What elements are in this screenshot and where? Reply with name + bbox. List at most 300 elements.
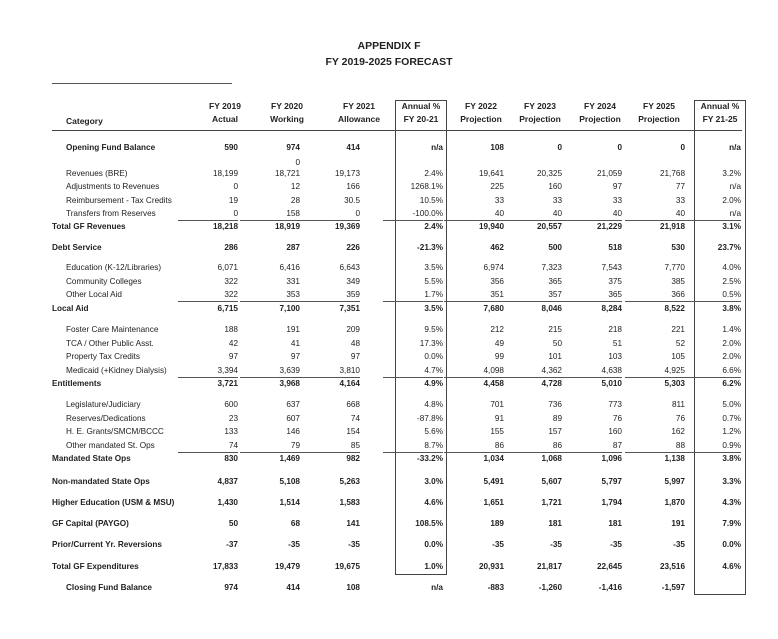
cell-value: 1,096 bbox=[601, 454, 622, 463]
cell-value: 76 bbox=[675, 414, 685, 423]
cell-value: 4.6% bbox=[722, 562, 741, 571]
cell-value: 607 bbox=[286, 414, 300, 423]
cell-value: 7,543 bbox=[601, 263, 622, 272]
cell-value: 18,218 bbox=[212, 222, 238, 231]
row-label: Other mandated St. Ops bbox=[66, 441, 155, 450]
cell-value: 1,870 bbox=[664, 498, 685, 507]
cell-value: 3,968 bbox=[279, 379, 300, 388]
cell-value: 33 bbox=[675, 196, 685, 205]
cell-value: 141 bbox=[346, 519, 360, 528]
table-row bbox=[0, 561, 778, 573]
cell-value: 773 bbox=[608, 400, 622, 409]
cell-value: 17.3% bbox=[419, 339, 443, 348]
cell-value: 4,458 bbox=[483, 379, 504, 388]
cell-value: -35 bbox=[610, 540, 622, 549]
column-header-line2: Projection bbox=[579, 114, 621, 124]
cell-value: 212 bbox=[490, 325, 504, 334]
cell-value: 1,469 bbox=[279, 454, 300, 463]
cell-value: 89 bbox=[552, 414, 562, 423]
cell-value: 4.9% bbox=[424, 379, 443, 388]
table-row bbox=[0, 476, 778, 488]
cell-value: 20,931 bbox=[478, 562, 504, 571]
cell-value: 2.5% bbox=[722, 277, 741, 286]
cell-value: 4.0% bbox=[722, 263, 741, 272]
column-header bbox=[247, 100, 327, 126]
cell-value: 103 bbox=[608, 352, 622, 361]
table-row bbox=[0, 440, 778, 452]
cell-value: 21,229 bbox=[596, 222, 622, 231]
cell-value: 154 bbox=[346, 427, 360, 436]
column-header-line1: FY 2023 bbox=[524, 101, 556, 111]
cell-value: 158 bbox=[240, 208, 300, 221]
cell-value: 600 bbox=[224, 400, 238, 409]
cell-value: 40 bbox=[444, 208, 504, 221]
cell-value: 3,810 bbox=[300, 365, 360, 378]
cell-value: 181 bbox=[608, 519, 622, 528]
table-row bbox=[0, 351, 778, 363]
table-row bbox=[0, 221, 778, 233]
cell-value: 160 bbox=[608, 427, 622, 436]
row-label: Higher Education (USM & MSU) bbox=[52, 498, 175, 507]
cell-value: 4.8% bbox=[424, 400, 443, 409]
cell-value: 518 bbox=[608, 243, 622, 252]
forecast-title: FY 2019-2025 FORECAST bbox=[325, 56, 453, 68]
cell-value: 191 bbox=[671, 519, 685, 528]
cell-value: -35 bbox=[550, 540, 562, 549]
cell-value: 4,638 bbox=[562, 365, 622, 378]
cell-value: 4.7% bbox=[383, 365, 443, 378]
row-label: Legislature/Judiciary bbox=[66, 400, 141, 409]
cell-value: n/a bbox=[681, 208, 741, 221]
cell-value: 287 bbox=[286, 243, 300, 252]
cell-value: 0.0% bbox=[722, 540, 741, 549]
cell-value: 21,059 bbox=[596, 169, 622, 178]
cell-value: 51 bbox=[612, 339, 622, 348]
cell-value: 97 bbox=[350, 352, 360, 361]
column-header-line1: FY 2019 bbox=[209, 101, 241, 111]
cell-value: 4.6% bbox=[424, 498, 443, 507]
row-label: Non-mandated State Ops bbox=[52, 477, 150, 486]
cell-value: 97 bbox=[290, 352, 300, 361]
table-row bbox=[0, 208, 778, 220]
cell-value: 2.0% bbox=[722, 352, 741, 361]
cell-value: 8,522 bbox=[664, 304, 685, 313]
row-label: Debt Service bbox=[52, 243, 102, 252]
column-header-line1: Annual % bbox=[700, 101, 740, 111]
cell-value: 21,768 bbox=[659, 169, 685, 178]
cell-value: 88 bbox=[625, 440, 685, 453]
column-header-line1: FY 2020 bbox=[271, 101, 303, 111]
cell-value: 462 bbox=[490, 243, 504, 252]
cell-value: 146 bbox=[286, 427, 300, 436]
cell-value: 5.5% bbox=[424, 277, 443, 286]
cell-value: 101 bbox=[548, 352, 562, 361]
cell-value: 357 bbox=[502, 289, 562, 302]
table-row bbox=[0, 242, 778, 254]
row-label: Other Local Aid bbox=[66, 290, 122, 299]
cell-value: 0.9% bbox=[681, 440, 741, 453]
row-label: Closing Fund Balance bbox=[66, 583, 152, 592]
cell-value: 3.1% bbox=[722, 222, 741, 231]
cell-value: 1.7% bbox=[383, 289, 443, 302]
cell-value: 5,263 bbox=[339, 477, 360, 486]
cell-value: 40 bbox=[562, 208, 622, 221]
cell-value: 50 bbox=[228, 519, 238, 528]
cell-value: 736 bbox=[548, 400, 562, 409]
cell-value: 9.5% bbox=[424, 325, 443, 334]
cell-value: 811 bbox=[671, 400, 685, 409]
cell-value: 6,071 bbox=[217, 263, 238, 272]
cell-value: 3.5% bbox=[424, 263, 443, 272]
row-label: Reserves/Dedications bbox=[66, 414, 146, 423]
cell-value: 701 bbox=[490, 400, 504, 409]
column-header-line2: Projection bbox=[638, 114, 680, 124]
cell-value: 74 bbox=[178, 440, 238, 453]
cell-value: 221 bbox=[671, 325, 685, 334]
cell-value: 157 bbox=[548, 427, 562, 436]
cell-value: -100.0% bbox=[383, 208, 443, 221]
cell-value: 108.5% bbox=[415, 519, 443, 528]
row-label: Community Colleges bbox=[66, 277, 142, 286]
cell-value: 8,046 bbox=[541, 304, 562, 313]
cell-value: 3.8% bbox=[722, 304, 741, 313]
cell-value: 33 bbox=[552, 196, 562, 205]
row-label: Mandated State Ops bbox=[52, 454, 131, 463]
cell-value: 7,680 bbox=[483, 304, 504, 313]
cell-value: n/a bbox=[729, 143, 741, 152]
cell-value: 0.0% bbox=[424, 540, 443, 549]
row-label: Property Tax Credits bbox=[66, 352, 141, 361]
cell-value: 322 bbox=[224, 277, 238, 286]
cell-value: 4,728 bbox=[541, 379, 562, 388]
cell-value: 86 bbox=[444, 440, 504, 453]
cell-value: 2.4% bbox=[424, 222, 443, 231]
cell-value: 105 bbox=[671, 352, 685, 361]
cell-value: 23 bbox=[228, 414, 238, 423]
cell-value: 2.0% bbox=[722, 196, 741, 205]
cell-value: 33 bbox=[612, 196, 622, 205]
column-header-line2: Allowance bbox=[337, 114, 381, 124]
cell-value: 3.0% bbox=[424, 477, 443, 486]
column-header-line2: Actual bbox=[212, 114, 238, 124]
row-label: Transfers from Reserves bbox=[66, 209, 156, 218]
cell-value: n/a bbox=[431, 143, 443, 152]
cell-value: 1,068 bbox=[541, 454, 562, 463]
cell-value: 8.7% bbox=[383, 440, 443, 453]
cell-value: 52 bbox=[675, 339, 685, 348]
cell-value: 85 bbox=[300, 440, 360, 453]
cell-value: 590 bbox=[224, 143, 238, 152]
table-row bbox=[0, 413, 778, 425]
cell-value: 108 bbox=[490, 143, 504, 152]
cell-value: 33 bbox=[494, 196, 504, 205]
row-label: Medicaid (+Kidney Dialysis) bbox=[66, 366, 167, 375]
cell-value: 1,794 bbox=[601, 498, 622, 507]
cell-value: -37 bbox=[226, 540, 238, 549]
cell-value: 830 bbox=[224, 454, 238, 463]
table-row bbox=[0, 497, 778, 509]
cell-value: 87 bbox=[562, 440, 622, 453]
cell-value: 7,323 bbox=[541, 263, 562, 272]
cell-value: -35 bbox=[673, 540, 685, 549]
cell-value: 22,645 bbox=[596, 562, 622, 571]
cell-value: 1,583 bbox=[339, 498, 360, 507]
column-header-line1: Annual % bbox=[401, 101, 441, 111]
table-row bbox=[0, 168, 778, 180]
cell-value: 353 bbox=[240, 289, 300, 302]
cell-value: 2.0% bbox=[722, 339, 741, 348]
cell-value: 23,516 bbox=[659, 562, 685, 571]
column-header-line1: FY 2025 bbox=[643, 101, 675, 111]
cell-value: 7,100 bbox=[279, 304, 300, 313]
table-row bbox=[0, 276, 778, 288]
cell-value: 5,797 bbox=[601, 477, 622, 486]
cell-value: 4,098 bbox=[444, 365, 504, 378]
cell-value: 17,833 bbox=[212, 562, 238, 571]
cell-value: 1.0% bbox=[424, 562, 443, 571]
cell-value: 3.5% bbox=[424, 304, 443, 313]
cell-value: 225 bbox=[490, 182, 504, 191]
cell-value: 0 bbox=[680, 143, 685, 152]
header-rule bbox=[52, 130, 742, 131]
cell-value: 86 bbox=[502, 440, 562, 453]
cell-value: 286 bbox=[224, 243, 238, 252]
cell-value: 77 bbox=[675, 182, 685, 191]
cell-value: n/a bbox=[431, 583, 443, 592]
cell-value: 0 bbox=[295, 158, 300, 167]
cell-value: 218 bbox=[608, 325, 622, 334]
cell-value: 19 bbox=[228, 196, 238, 205]
cell-value: 20,325 bbox=[536, 169, 562, 178]
cell-value: 160 bbox=[548, 182, 562, 191]
cell-value: 7.9% bbox=[722, 519, 741, 528]
cell-value: 1,138 bbox=[664, 454, 685, 463]
appendix-title: APPENDIX F bbox=[357, 40, 421, 52]
cell-value: 19,479 bbox=[274, 562, 300, 571]
row-label: Prior/Current Yr. Reversions bbox=[52, 540, 162, 549]
cell-value: 6.2% bbox=[722, 379, 741, 388]
cell-value: 189 bbox=[490, 519, 504, 528]
cell-value: 19,173 bbox=[334, 169, 360, 178]
cell-value: 76 bbox=[612, 414, 622, 423]
cell-value: 99 bbox=[494, 352, 504, 361]
row-label: TCA / Other Public Asst. bbox=[66, 339, 154, 348]
cell-value: 3,394 bbox=[178, 365, 238, 378]
cell-value: 637 bbox=[286, 400, 300, 409]
cell-value: 0 bbox=[617, 143, 622, 152]
cell-value: 18,721 bbox=[274, 169, 300, 178]
cell-value: 356 bbox=[490, 277, 504, 286]
cell-value: 3.8% bbox=[722, 454, 741, 463]
cell-value: 79 bbox=[240, 440, 300, 453]
table-row bbox=[0, 195, 778, 207]
table-row bbox=[0, 426, 778, 438]
cell-value: -1,597 bbox=[661, 583, 685, 592]
cell-value: 322 bbox=[178, 289, 238, 302]
row-label: Entitlements bbox=[52, 379, 102, 388]
cell-value: 1,721 bbox=[541, 498, 562, 507]
cell-value: 18,919 bbox=[274, 222, 300, 231]
cell-value: -35 bbox=[492, 540, 504, 549]
cell-value: 6,715 bbox=[217, 304, 238, 313]
cell-value: 1,514 bbox=[279, 498, 300, 507]
row-label: Total GF Expenditures bbox=[52, 562, 139, 571]
column-header-line2: FY 20-21 bbox=[403, 114, 439, 124]
cell-value: 108 bbox=[346, 583, 360, 592]
cell-value: 668 bbox=[346, 400, 360, 409]
cell-value: 5.6% bbox=[424, 427, 443, 436]
cell-value: 0.0% bbox=[424, 352, 443, 361]
cell-value: 5,303 bbox=[664, 379, 685, 388]
title-rule bbox=[52, 83, 232, 84]
cell-value: 0 bbox=[557, 143, 562, 152]
cell-value: 188 bbox=[224, 325, 238, 334]
cell-value: 181 bbox=[548, 519, 562, 528]
cell-value: 4.3% bbox=[722, 498, 741, 507]
cell-value: 3,639 bbox=[240, 365, 300, 378]
table-row bbox=[0, 518, 778, 530]
cell-value: 28 bbox=[290, 196, 300, 205]
cell-value: 1.4% bbox=[722, 325, 741, 334]
cell-value: 5.0% bbox=[722, 400, 741, 409]
column-header-line2: Projection bbox=[519, 114, 561, 124]
cell-value: 4,925 bbox=[625, 365, 685, 378]
cell-value: 349 bbox=[346, 277, 360, 286]
cell-value: 3.3% bbox=[722, 477, 741, 486]
cell-value: 0 bbox=[233, 182, 238, 191]
column-header-line2: FY 21-25 bbox=[702, 114, 738, 124]
cell-value: 500 bbox=[548, 243, 562, 252]
cell-value: 365 bbox=[548, 277, 562, 286]
cell-value: 414 bbox=[286, 583, 300, 592]
cell-value: 97 bbox=[228, 352, 238, 361]
cell-value: 974 bbox=[224, 583, 238, 592]
cell-value: 1,651 bbox=[483, 498, 504, 507]
cell-value: 49 bbox=[494, 339, 504, 348]
cell-value: 4,164 bbox=[339, 379, 360, 388]
cell-value: 226 bbox=[346, 243, 360, 252]
table-row bbox=[0, 289, 778, 301]
cell-value: 414 bbox=[346, 143, 360, 152]
cell-value: 8,284 bbox=[601, 304, 622, 313]
cell-value: 1268.1% bbox=[410, 182, 443, 191]
cell-value: 6,974 bbox=[483, 263, 504, 272]
table-row bbox=[0, 338, 778, 350]
cell-value: 97 bbox=[612, 182, 622, 191]
cell-value: 18,199 bbox=[212, 169, 238, 178]
cell-value: 366 bbox=[625, 289, 685, 302]
cell-value: 191 bbox=[286, 325, 300, 334]
cell-value: 3.2% bbox=[722, 169, 741, 178]
cell-value: 41 bbox=[290, 339, 300, 348]
cell-value: 6.6% bbox=[681, 365, 741, 378]
row-label: Local Aid bbox=[52, 304, 89, 313]
cell-value: 30.5 bbox=[344, 196, 360, 205]
cell-value: 7,770 bbox=[664, 263, 685, 272]
row-label: Education (K-12/Libraries) bbox=[66, 263, 162, 272]
cell-value: 5,997 bbox=[664, 477, 685, 486]
cell-value: 50 bbox=[552, 339, 562, 348]
row-label: Opening Fund Balance bbox=[66, 143, 156, 152]
cell-value: 42 bbox=[228, 339, 238, 348]
table-row bbox=[0, 539, 778, 551]
category-header: Category bbox=[66, 116, 103, 126]
cell-value: 74 bbox=[350, 414, 360, 423]
cell-value: 12 bbox=[290, 182, 300, 191]
cell-value: 155 bbox=[490, 427, 504, 436]
table-row bbox=[0, 365, 778, 377]
table-row bbox=[0, 142, 778, 154]
cell-value: 19,675 bbox=[334, 562, 360, 571]
cell-value: -883 bbox=[487, 583, 504, 592]
cell-value: 359 bbox=[300, 289, 360, 302]
cell-value: 365 bbox=[562, 289, 622, 302]
row-label: Reimbursement - Tax Credits bbox=[66, 196, 172, 205]
column-header-line2: Projection bbox=[460, 114, 502, 124]
cell-value: -35 bbox=[288, 540, 300, 549]
row-label: Adjustments to Revenues bbox=[66, 182, 160, 191]
cell-value: 1.2% bbox=[722, 427, 741, 436]
cell-value: 166 bbox=[346, 182, 360, 191]
cell-value: 375 bbox=[608, 277, 622, 286]
cell-value: 19,369 bbox=[334, 222, 360, 231]
cell-value: -1,416 bbox=[598, 583, 622, 592]
cell-value: 331 bbox=[286, 277, 300, 286]
cell-value: 974 bbox=[286, 143, 300, 152]
cell-value: 48 bbox=[350, 339, 360, 348]
cell-value: 21,817 bbox=[536, 562, 562, 571]
cell-value: -1,260 bbox=[538, 583, 562, 592]
cell-value: 209 bbox=[346, 325, 360, 334]
cell-value: 5,491 bbox=[483, 477, 504, 486]
cell-value: -33.2% bbox=[417, 454, 443, 463]
cell-value: 6,643 bbox=[339, 263, 360, 272]
cell-value: n/a bbox=[729, 182, 741, 191]
cell-value: 5,108 bbox=[279, 477, 300, 486]
row-label: H. E. Grants/SMCM/BCCC bbox=[66, 427, 164, 436]
cell-value: 23.7% bbox=[717, 243, 741, 252]
table-row bbox=[0, 582, 778, 594]
column-header-line1: FY 2024 bbox=[584, 101, 616, 111]
cell-value: 4,837 bbox=[217, 477, 238, 486]
table-row bbox=[0, 303, 778, 315]
cell-value: -87.8% bbox=[417, 414, 443, 423]
column-header-line1: FY 2022 bbox=[465, 101, 497, 111]
cell-value: 530 bbox=[671, 243, 685, 252]
cell-value: 21,918 bbox=[659, 222, 685, 231]
cell-value: 162 bbox=[671, 427, 685, 436]
cell-value: 19,641 bbox=[478, 169, 504, 178]
cell-value: 20,557 bbox=[536, 222, 562, 231]
row-label: GF Capital (PAYGO) bbox=[52, 519, 129, 528]
column-header-line1: FY 2021 bbox=[343, 101, 375, 111]
table-row bbox=[0, 262, 778, 274]
cell-value: 3,721 bbox=[217, 379, 238, 388]
column-header-line2: Working bbox=[270, 114, 304, 124]
cell-value: 215 bbox=[548, 325, 562, 334]
cell-value: 91 bbox=[494, 414, 504, 423]
cell-value: 0 bbox=[178, 208, 238, 221]
table-row bbox=[0, 378, 778, 390]
cell-value: 68 bbox=[290, 519, 300, 528]
table-row bbox=[0, 399, 778, 411]
row-label: Foster Care Maintenance bbox=[66, 325, 159, 334]
cell-value: 7,351 bbox=[339, 304, 360, 313]
table-row bbox=[0, 324, 778, 336]
cell-value: 10.5% bbox=[419, 196, 443, 205]
cell-value: -35 bbox=[348, 540, 360, 549]
cell-value: 19,940 bbox=[478, 222, 504, 231]
